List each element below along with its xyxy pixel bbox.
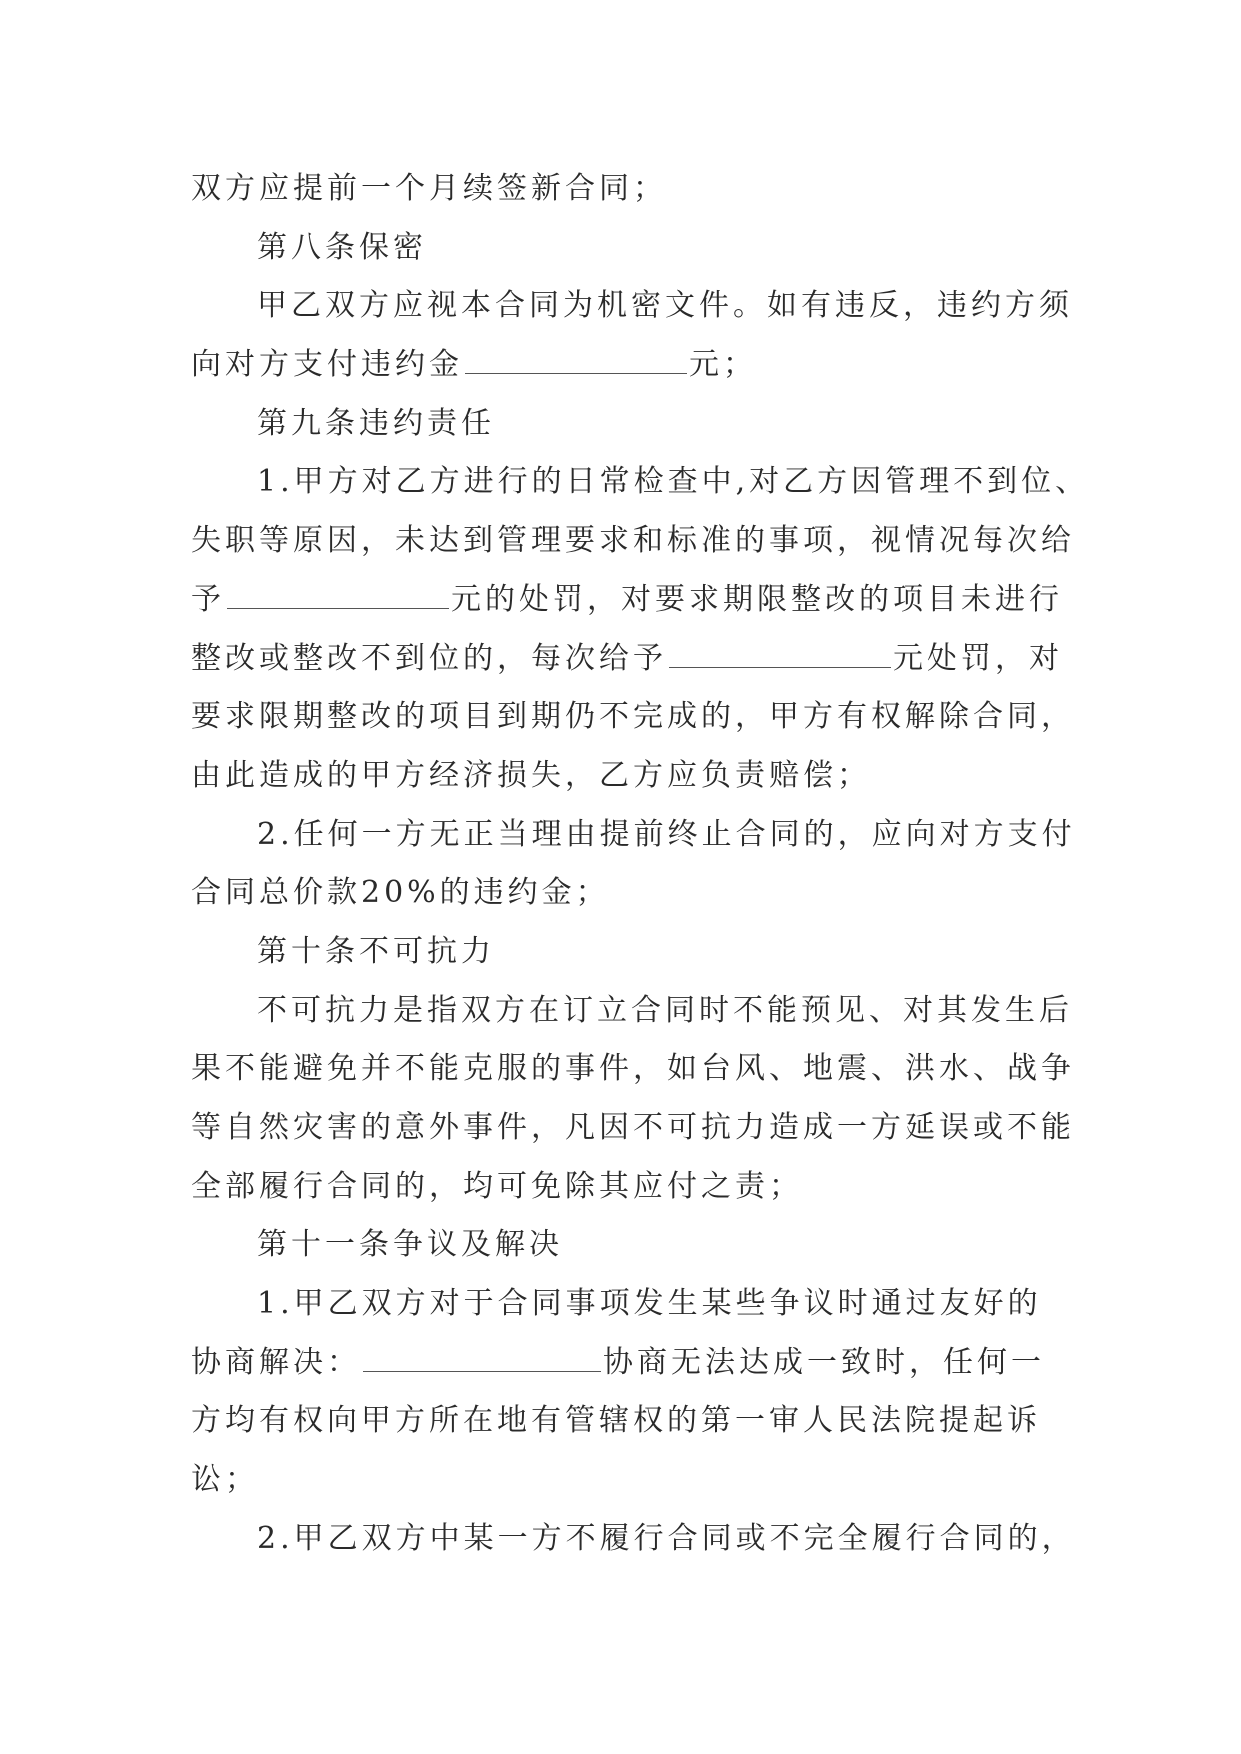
section-heading-force-majeure — [191, 923, 1061, 982]
section-heading-confidentiality — [191, 219, 1061, 278]
text-penalty-suffix: 元； — [689, 347, 757, 383]
blank-negotiation — [363, 1345, 601, 1372]
paragraph-line — [191, 864, 1061, 923]
text-fine-suffix: 元的处罚，对要求期限整改的项目未进行 — [451, 581, 1063, 617]
paragraph-line — [191, 336, 1061, 395]
paragraph-line — [191, 630, 1061, 689]
contract-text — [191, 160, 1090, 1569]
paragraph-line — [191, 982, 1073, 1041]
text-early-termination: 2.任何一方无正当理由提前终止合同的，应向对方支付 — [257, 816, 1076, 852]
paragraph-line — [191, 160, 1061, 219]
heading-text: 第十一条争议及解决 — [257, 1227, 563, 1263]
paragraph-line — [191, 453, 1090, 512]
heading-text: 第十条不可抗力 — [257, 933, 495, 969]
text-negotiation-suffix: 协商无法达成一致时，任何一 — [603, 1344, 1045, 1380]
text-terminate-right: 要求限期整改的项目到期仍不完成的，甲方有权解除合同， — [191, 699, 1075, 735]
text-renew-contract: 双方应提前一个月续签新合同； — [191, 171, 667, 206]
text-penalty-prefix: 向对方支付违约金 — [191, 347, 463, 383]
text-force-majeure-exempt: 全部履行合同的，均可免除其应付之责； — [191, 1168, 803, 1204]
text-inspection: 1.甲方对乙方进行的日常检查中,对乙方因管理不到位、 — [257, 464, 1090, 500]
section-heading-disputes — [191, 1216, 1061, 1275]
paragraph-line — [191, 806, 1076, 865]
text-compensation: 由此造成的甲方经济损失，乙方应负责赔偿； — [191, 757, 871, 793]
text-rectify-prefix: 整改或整改不到位的，每次给予 — [191, 640, 667, 676]
paragraph-line — [191, 571, 1061, 630]
text-fine-prefix: 予 — [191, 581, 225, 617]
paragraph-line — [191, 1099, 1075, 1158]
text-non-performance: 2.甲乙双方中某一方不履行合同或不完全履行合同的， — [257, 1520, 1076, 1556]
blank-fine-amount — [227, 582, 449, 609]
paragraph-line — [191, 688, 1075, 747]
paragraph-line — [191, 1451, 1061, 1510]
paragraph-line — [191, 1158, 1061, 1217]
paragraph-line — [191, 277, 1073, 336]
text-force-majeure-delay: 等自然灾害的意外事件，凡因不可抗力造成一方延误或不能 — [191, 1110, 1075, 1145]
paragraph-line — [191, 747, 1061, 806]
text-lawsuit: 讼； — [191, 1462, 259, 1498]
text-dispute-negotiation: 1.甲乙双方对于合同事项发生某些争议时通过友好的 — [257, 1286, 1042, 1322]
text-force-majeure-examples: 果不能避免并不能克服的事件，如台风、地震、洪水、战争 — [191, 1051, 1075, 1087]
blank-rectify-amount — [669, 641, 891, 668]
paragraph-line — [191, 512, 1075, 571]
section-heading-liability — [191, 395, 1061, 454]
heading-text: 第八条保密 — [257, 229, 427, 265]
paragraph-line — [191, 1275, 1061, 1334]
text-confidential: 甲乙双方应视本合同为机密文件。如有违反，违约方须 — [257, 288, 1073, 324]
text-negotiation-prefix: 协商解决： — [191, 1344, 361, 1380]
text-force-majeure-def: 不可抗力是指双方在订立合同时不能预见、对其发生后 — [257, 992, 1073, 1028]
blank-penalty-amount — [465, 347, 687, 374]
text-court: 方均有权向甲方所在地有管辖权的第一审人民法院提起诉 — [191, 1403, 1041, 1439]
text-rectify-suffix: 元处罚，对 — [893, 640, 1063, 676]
paragraph-line — [191, 1392, 1061, 1451]
text-inspection-cont: 失职等原因，未达到管理要求和标准的事项，视情况每次给 — [191, 523, 1075, 559]
paragraph-line — [191, 1040, 1075, 1099]
text-liquidated-damages: 合同总价款20%的违约金； — [191, 875, 610, 911]
heading-text: 第九条违约责任 — [257, 405, 495, 441]
paragraph-line — [191, 1510, 1076, 1569]
paragraph-line — [191, 1334, 1061, 1393]
